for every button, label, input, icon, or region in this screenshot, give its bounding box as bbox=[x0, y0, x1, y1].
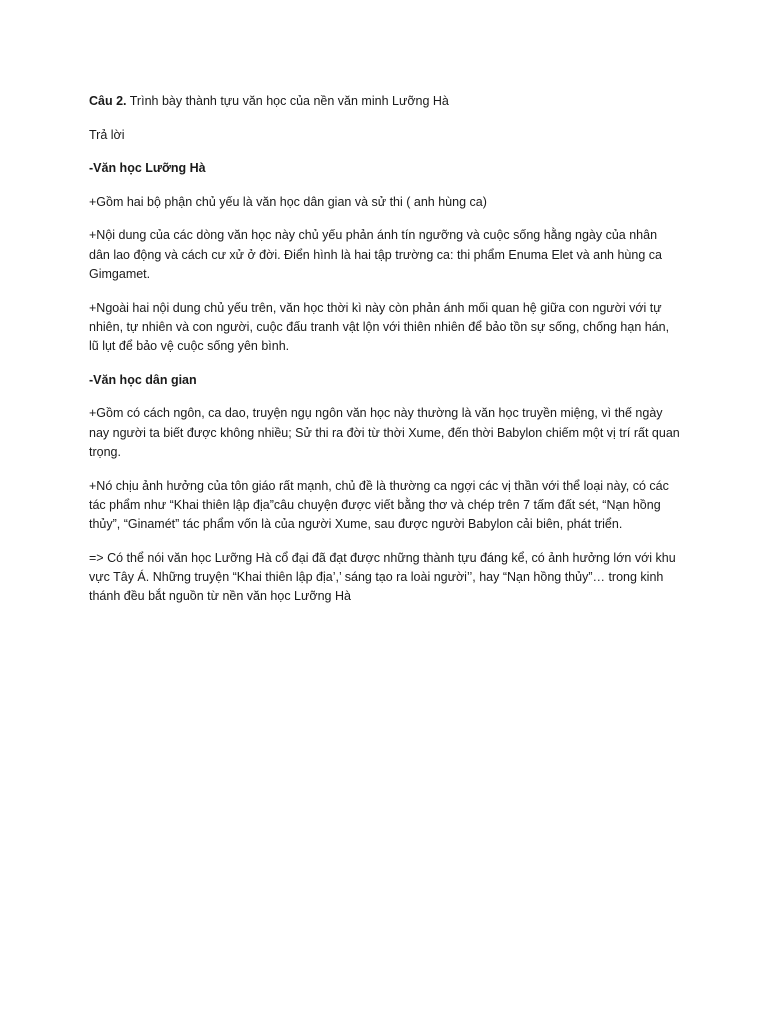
paragraph-luong-ha-1: +Gồm hai bộ phận chủ yếu là văn học dân gian và sử thi ( anh hùng ca) bbox=[89, 194, 487, 209]
paragraph-luong-ha-3: +Ngoài hai nội dung chủ yếu trên, văn học thời kì này còn phản ánh mối quan hệ giữa con người với tự nhiên, tự nhiên và con người, cuộc đấu tranh vật lộn với thiên nhiên để bảo tồn sự sống, chống hạn hán, lũ lụt để bảo vệ cuộc sống yên bình. bbox=[89, 300, 670, 354]
section-heading-luong-ha: -Văn học Lưỡng Hà bbox=[89, 161, 206, 176]
question-label: Câu 2. bbox=[89, 94, 127, 108]
paragraph-luong-ha-2: +Nội dung của các dòng văn học này chủ yếu phản ánh tín ngưỡng và cuộc sống hằng ngày của nhân dân lao động và cách cư xử ở đời. Điển hình là hai tập trường ca: thi phẩm Enuma Elet và anh hùng ca Gimgamet. bbox=[89, 228, 662, 281]
document-page bbox=[89, 92, 681, 621]
paragraph-dan-gian-2: +Nó chịu ảnh hưởng của tôn giáo rất mạnh, chủ đề là thường ca ngợi các vị thần với thể loại này, có các tác phẩm như “Khai thiên lập địa”câu chuyện được viết bằng thơ và chép trên 7 tấm đất sét, “Nạn hồng thủy”, “Ginamét” tác phẩm vốn là của người Xume, sau được người Babylon cải biên, phát triển. bbox=[89, 478, 669, 532]
question-text: Trình bày thành tựu văn học của nền văn minh Lưỡng Hà bbox=[126, 94, 449, 108]
question-line bbox=[89, 92, 681, 111]
conclusion-paragraph: => Có thể nói văn học Lưỡng Hà cổ đại đã đạt được những thành tựu đáng kể, có ảnh hưởng lớn với khu vực Tây Á. Những truyện “Khai thiên lập địa’,’ sáng tạo ra loài người’’, hay “Nạn hồng thủy”… trong kinh thánh đều bắt nguồn từ nền văn học Lưỡng Hà bbox=[89, 550, 676, 604]
paragraph-dan-gian-1: +Gồm có cách ngôn, ca dao, truyện ngụ ngôn văn học này thường là văn học truyền miệng, vì thế ngày nay người ta biết được không nhiều; Sử thi ra đời từ thời Xume, đến thời Babylon chiếm một vị trí rất quan trọng. bbox=[89, 406, 680, 459]
answer-label: Trả lời bbox=[89, 127, 125, 142]
section-heading-dan-gian: -Văn học dân gian bbox=[89, 372, 197, 387]
